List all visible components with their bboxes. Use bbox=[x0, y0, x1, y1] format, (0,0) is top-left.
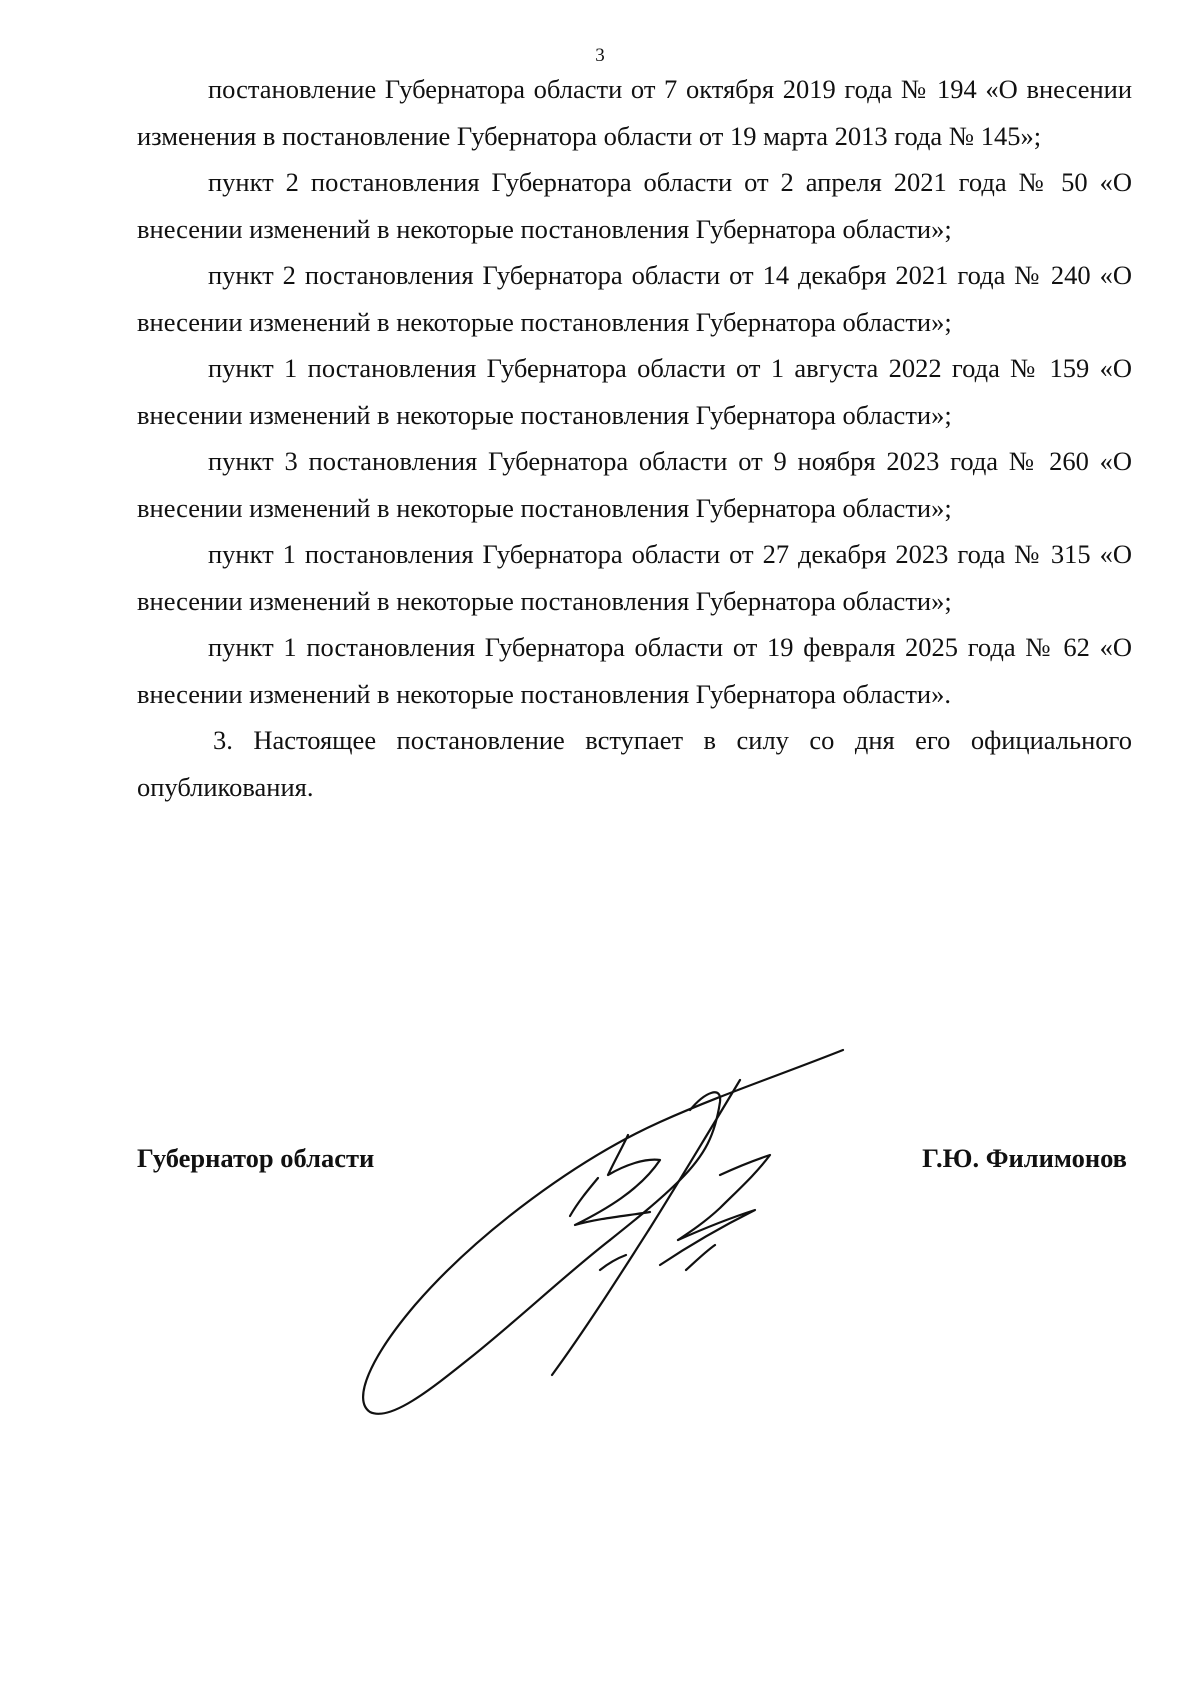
paragraph-decree-2022-159: пункт 1 постановления Губернатора области от 1 августа 2022 года № 159 «О внесении изменений в некоторые постановления Губернатора области»; bbox=[137, 353, 1132, 430]
paragraph-decree-2025-62: пункт 1 постановления Губернатора области от 19 февраля 2025 года № 62 «О внесении изменений в некоторые постановления Губернатора области». bbox=[137, 632, 1132, 709]
paragraph-decree-2023-315: пункт 1 постановления Губернатора области от 27 декабря 2023 года № 315 «О внесении изменений в некоторые постановления Губернатора области»; bbox=[137, 539, 1132, 616]
signatory-name: Г.Ю. Филимонов bbox=[922, 1143, 1127, 1173]
page-number: 3 bbox=[595, 45, 605, 66]
signatory-position: Губернатор области bbox=[137, 1143, 375, 1173]
paragraph-decree-2019-194: постановление Губернатора области от 7 октября 2019 года № 194 «О внесении изменения в постановление Губернатора области от 19 марта 2013 года № 145»; bbox=[137, 74, 1132, 151]
paragraph-decree-2021-50: пункт 2 постановления Губернатора области от 2 апреля 2021 года № 50 «О внесении изменений в некоторые постановления Губернатора области»; bbox=[137, 167, 1132, 244]
paragraph-decree-2021-240: пункт 2 постановления Губернатора области от 14 декабря 2021 года № 240 «О внесении изменений в некоторые постановления Губернатора области»; bbox=[137, 260, 1132, 337]
handwritten-signature bbox=[360, 1040, 920, 1420]
paragraph-decree-2023-260: пункт 3 постановления Губернатора области от 9 ноября 2023 года № 260 «О внесении изменений в некоторые постановления Губернатора области»; bbox=[137, 446, 1132, 523]
paragraph-effective-date: 3. Настоящее постановление вступает в силу со дня его официального опубликования. bbox=[137, 725, 1132, 802]
document-body bbox=[137, 66, 1132, 810]
